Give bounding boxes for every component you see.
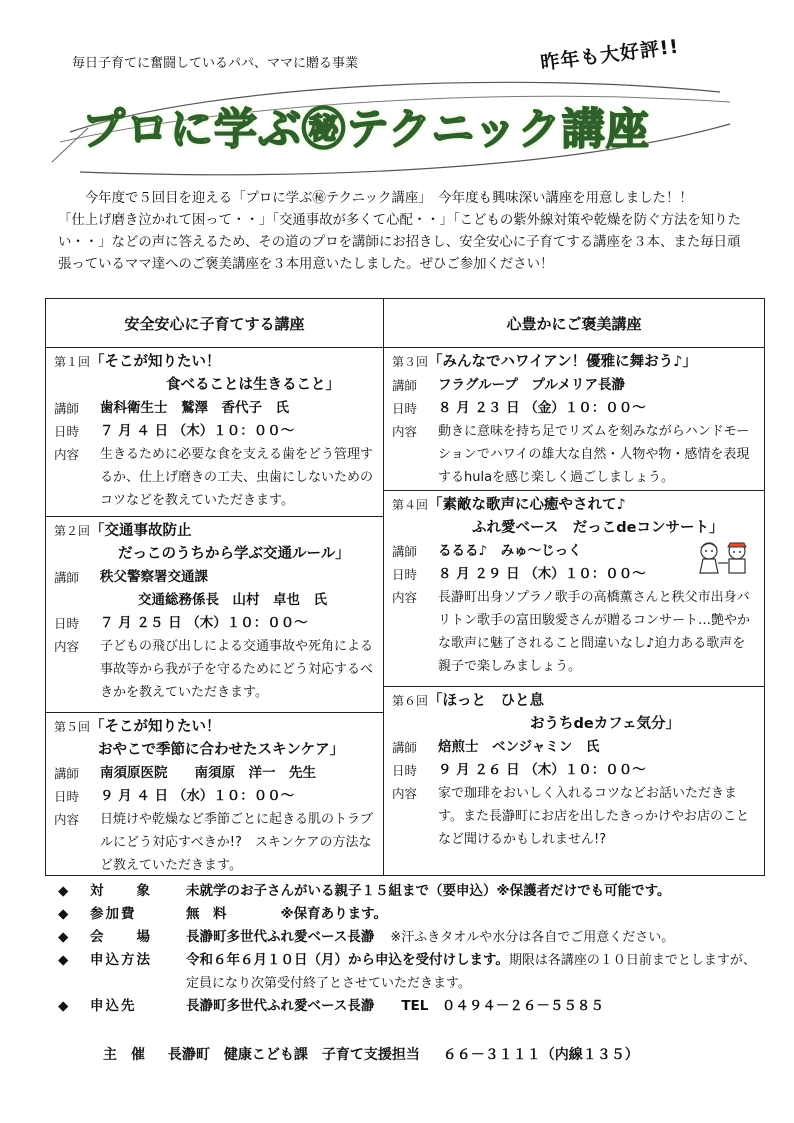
date-label: 日時 (392, 401, 418, 416)
organizer-name: 長瀞町 健康こども課 子育て支援担当 (167, 1047, 420, 1063)
info-key: 申込先 (90, 998, 137, 1014)
session-title: 「そこが知りたい！ (90, 719, 221, 735)
date-label: 日時 (54, 616, 80, 631)
info-key: 対 象 (90, 883, 152, 899)
right-column-heading: 心豊かにご褒美講座 (384, 299, 764, 348)
diamond-bullet-icon: ◆ (58, 906, 69, 922)
session-date: ７ 月 ４ 日 （木）１０：００～ (100, 423, 295, 439)
session-6 (384, 687, 764, 875)
session-date: ７ 月 ２５ 日 （木）１０：００～ (100, 615, 308, 631)
session-teacher: フラグループ プルメリア長瀞 (438, 377, 625, 393)
intro-text (58, 188, 748, 276)
session-number: 第３回 (392, 355, 429, 369)
teacher-label: 講師 (392, 740, 418, 755)
content-label: 内容 (392, 424, 418, 439)
session-title: 「みんなでハワイアン！優雅に舞おう♪」 (428, 354, 697, 370)
session-subtitle: おうちdeカフェ気分」 (530, 716, 680, 732)
session-subtitle: だっこのうちから学ぶ交通ルール」 (118, 546, 350, 562)
info-key: 会 場 (90, 929, 152, 945)
session-content: 日焼けや乾燥など季節ごとに起きる肌のトラブルにどう対応すべきか!? スキンケアの方法など教えていただきます。 (100, 812, 374, 873)
content-label: 内容 (54, 812, 80, 827)
teacher-label: 講師 (392, 544, 418, 559)
session-content: 生きるために必要な食を支える歯をどう管理するか、仕上げ磨きの工夫、虫歯にしないためのコツなどを教えていただきます。 (100, 447, 374, 508)
info-note: 期限は各講座の１０日前までとしますが、定員になり次第受付終了とさせていただきます。 (186, 953, 756, 991)
info-venue (58, 926, 768, 949)
organizer-label: 主 催 (103, 1047, 145, 1063)
session-number: 第２回 (54, 524, 91, 538)
diamond-bullet-icon: ◆ (58, 998, 69, 1014)
diamond-bullet-icon: ◆ (58, 952, 69, 968)
date-label: 日時 (54, 424, 80, 439)
session-5 (46, 713, 383, 875)
organizer-tel: ６６－３１１１（内線１３５） (442, 1047, 639, 1063)
session-content: 子どもの飛び出しによる交通事故や死角による事故等から我が子を守るためにどう対応するべきかを教えていただきます。 (100, 639, 374, 700)
page-title: プロに学ぶ㊙テクニック講座 (82, 105, 650, 155)
info-apply-method (58, 949, 768, 995)
intro-line-1: 今年度で５回目を迎える「プロに学ぶ㊙テクニック講座」 今年度も興味深い講座を用意しました！！ (84, 191, 693, 206)
date-label: 日時 (392, 763, 418, 778)
teacher-label: 講師 (54, 401, 80, 416)
session-date: ８ 月 ２３ 日 （金）１０：００～ (438, 400, 646, 416)
info-key: 申込方法 (90, 952, 152, 968)
teacher-label: 講師 (54, 766, 80, 781)
popular-badge: 昨年も大好評!! (539, 35, 681, 75)
session-title: 「素敵な歌声に心癒やされて♪ (428, 497, 626, 513)
session-1 (46, 348, 383, 517)
left-column-heading: 安全安心に子育てする講座 (46, 299, 383, 348)
diamond-bullet-icon: ◆ (58, 883, 69, 899)
session-teacher: 歯科衛生士 鷲澤 香代子 氏 (100, 400, 289, 416)
session-number: 第５回 (54, 720, 91, 734)
children-illustration-icon (692, 539, 756, 577)
session-2 (46, 517, 383, 713)
content-label: 内容 (54, 639, 80, 654)
session-4 (384, 491, 764, 687)
session-teacher: 秩父警察署交通課 (100, 569, 208, 585)
diamond-bullet-icon: ◆ (58, 929, 69, 945)
session-title: 「そこが知りたい！ (90, 354, 221, 370)
session-content: 動きに意味を持ち足でリズムを刻みながらハンドモーションでハワイの雄大な自然・人物や物・感情を表現するhulaを感じ楽しく過ごしましょう。 (438, 424, 750, 485)
session-number: 第１回 (54, 355, 91, 369)
session-title: 「交通事故防止 (90, 523, 192, 539)
info-value: 未就学のお子さんがいる親子１５組まで（要申込）※保護者だけでも可能です。 (186, 883, 671, 899)
session-number: 第４回 (392, 498, 429, 512)
session-teacher: 焙煎士 ベンジャミン 氏 (438, 739, 600, 755)
event-info (58, 880, 768, 1018)
organizer-footer (103, 1044, 657, 1064)
info-fee (58, 903, 768, 926)
session-teacher: 南須原医院 南須原 洋一 先生 (100, 765, 316, 781)
info-value: 長瀞町多世代ふれ愛ベース長瀞 TEL ０４９４－２６－５５８５ (186, 998, 604, 1014)
info-apply-to (58, 995, 768, 1018)
session-3 (384, 348, 764, 491)
session-subtitle: おやこで季節に合わせたスキンケア」 (98, 742, 345, 758)
intro-line-2: 「仕上げ磨き泣かれて困って・・」「交通事故が多くて心配・・」「こどもの紫外線対策や乾燥を防ぐ方法を知りたい・・」などの声に答えるため、その道のプロを講師にお招きし、安全安心に子育てする講座を３本、また毎日頑張っているママ達へのご褒美講座を３本用意いたしました。ぜひご参加ください！ (58, 213, 741, 272)
session-content: 家で珈琲をおいしく入れるコツなどお話いただきます。また長瀞町にお店を出したきっかけやお店のことなど聞けるかもしれません!? (438, 786, 749, 847)
teacher-label: 講師 (392, 378, 418, 393)
info-target (58, 880, 768, 903)
info-key: 参加費 (90, 906, 137, 922)
session-date: ８ 月 ２９ 日 （木）１０：００～ (438, 566, 646, 582)
info-value: 無 料 ※保育あります。 (186, 906, 388, 922)
tagline: 毎日子育てに奮闘しているパパ、ママに贈る事業 (72, 56, 359, 71)
content-label: 内容 (54, 447, 80, 462)
content-label: 内容 (392, 786, 418, 801)
info-value: 長瀞町多世代ふれ愛ベース長瀞 (186, 929, 375, 945)
info-value: 令和６年６月１０日（月）から申込を受付けします。 (186, 952, 509, 968)
date-label: 日時 (392, 567, 418, 582)
session-subtitle: ふれ愛ベース だっこdeコンサート」 (472, 520, 724, 536)
left-column (46, 299, 384, 875)
session-title: 「ほっと ひと息 (428, 693, 545, 709)
session-teacher-title: 交通総務係長 山村 卓也 氏 (138, 592, 327, 608)
date-label: 日時 (54, 789, 80, 804)
info-note: ※汗ふきタオルや水分は各自でご用意ください。 (390, 930, 675, 945)
course-table (45, 298, 765, 876)
session-date: ９ 月 ４ 日 （水）１０：００～ (100, 788, 295, 804)
session-teacher: るるる♪ みゅ～じっく (438, 543, 582, 559)
session-date: ９ 月 ２６ 日 （木）１０：００～ (438, 762, 646, 778)
session-number: 第６回 (392, 694, 429, 708)
session-subtitle: 食べることは生きること」 (166, 377, 340, 393)
content-label: 内容 (392, 590, 418, 605)
session-content: 長瀞町出身ソプラノ歌手の高橋薫さんと秩父市出身バリトン歌手の富田駿愛さんが贈るコンサート…艶やかな歌声に魅了されること間違いなし♪迫力ある歌声を親子で楽しみましょう。 (438, 590, 751, 674)
teacher-label: 講師 (54, 570, 80, 585)
right-column (384, 299, 764, 875)
